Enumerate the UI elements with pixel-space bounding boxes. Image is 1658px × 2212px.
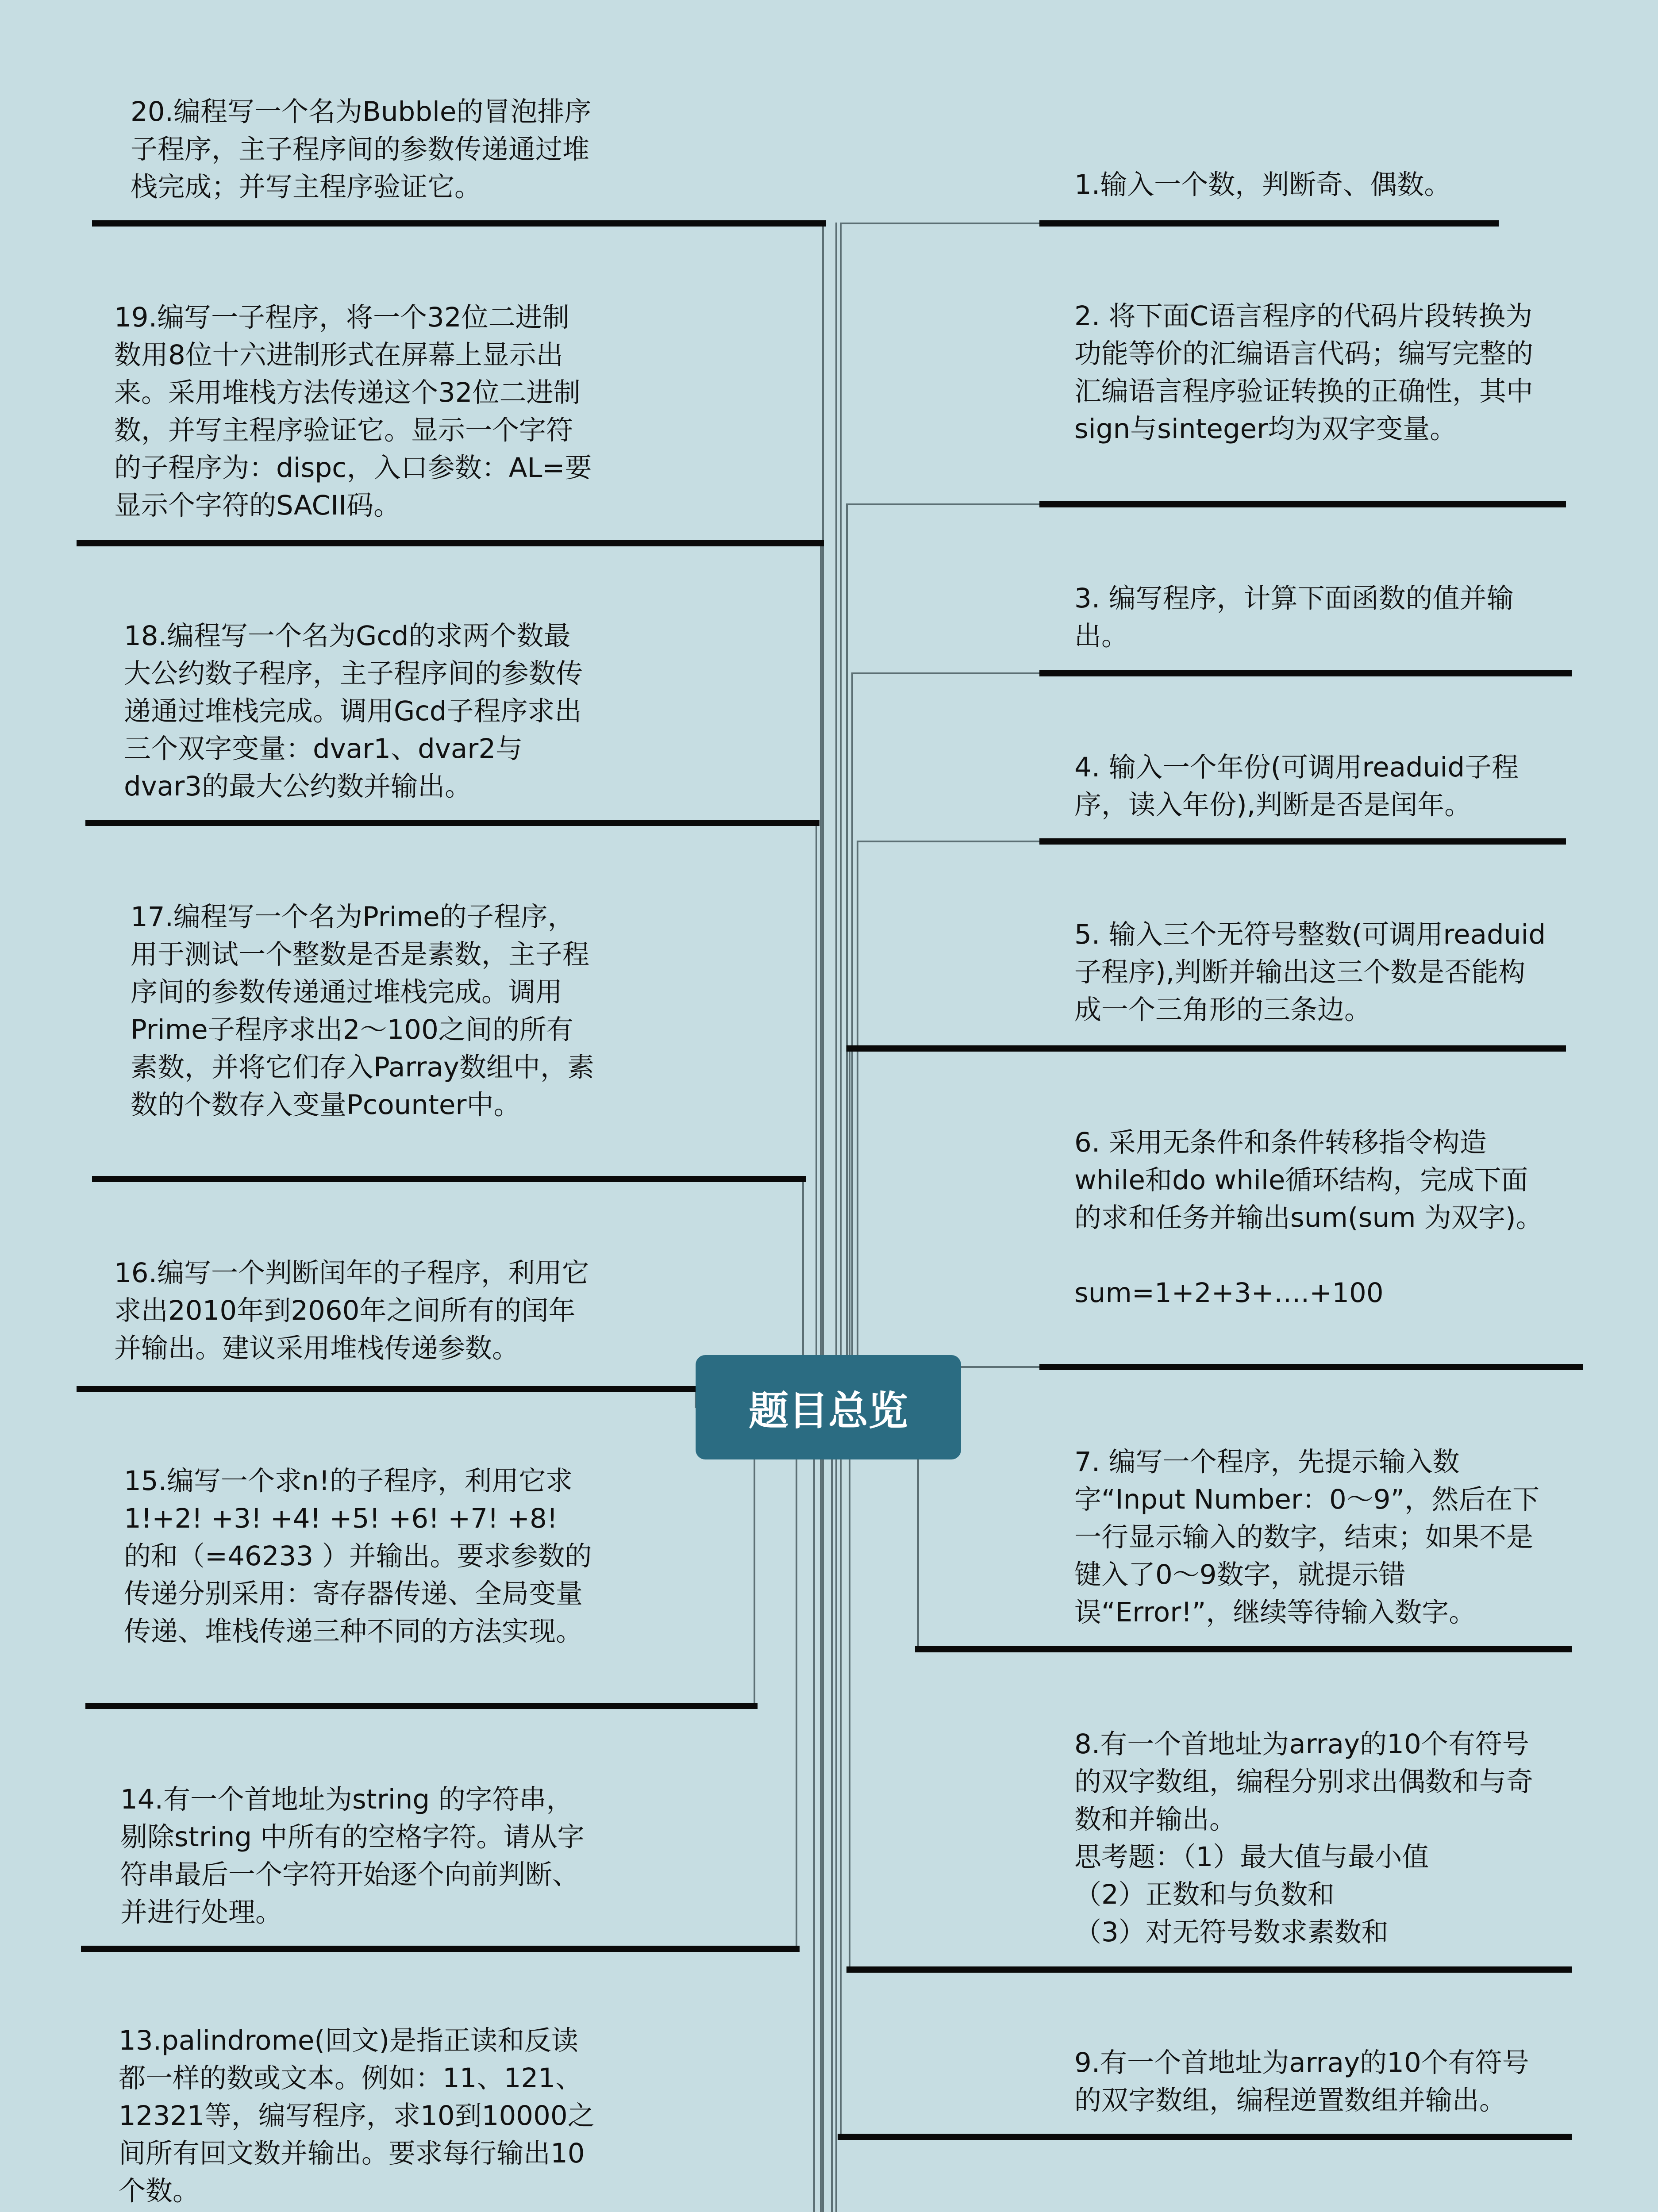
left-topic-7[interactable]: 14.有一个首地址为string 的字符串，剔除string 中所有的空格字符。请从字符串最后一个字符开始逐个向前判断、并进行处理。 <box>120 1784 585 1928</box>
left-topic-1[interactable]: 20.编程写一个名为Bubble的冒泡排序子程序，主子程序间的参数传递通过堆栈完成；并写主程序验证它。 <box>131 96 592 203</box>
left-topic-3[interactable]: 18.编程写一个名为Gcd的求两个数最大公约数子程序，主子程序间的参数传递通过堆栈完成。调用Gcd子程序求出三个双字变量：dvar1、dvar2与dvar3的最大公约数并输出。 <box>124 620 583 802</box>
left-topic-5[interactable]: 16.编写一个判断闰年的子程序，利用它求出2010年到2060年之间所有的闰年并输出。建议采用堆栈传递参数。 <box>114 1257 589 1364</box>
right-topic-8[interactable]: 8.有一个首地址为array的10个有符号的双字数组，编程分别求出偶数和与奇数和并输出。 思考题：（1）最大值与最小值 （2）正数和与负数和 （3）对无符号数求素数和 <box>1074 1728 1534 1948</box>
right-topic-7[interactable]: 7. 编写一个程序，先提示输入数字“Input Number：0～9”，然后在下一行显示输入的数字，结束；如果不是键入了0～9数字，就提示错误“Error!”，继续等待输入数字。 <box>1074 1446 1540 1628</box>
right-topic-6[interactable]: 6. 采用无条件和条件转移指令构造while和do while循环结构，完成下面的求和任务并输出sum(sum 为双字)。 sum=1+2+3+….+100 <box>1074 1127 1543 1309</box>
right-topic-1[interactable]: 1.输入一个数，判断奇、偶数。 <box>1074 169 1451 200</box>
central-topic[interactable]: 题目总览 <box>696 1355 961 1459</box>
right-topic-2[interactable]: 2. 将下面C语言程序的代码片段转换为功能等价的汇编语言代码；编写完整的汇编语言程序验证转换的正确性，其中sign与sinteger均为双字变量。 <box>1074 300 1534 445</box>
right-topic-4[interactable]: 4. 输入一个年份(可调用readuid子程序，读入年份),判断是否是闰年。 <box>1074 752 1519 821</box>
left-topic-6[interactable]: 15.编写一个求n!的子程序，利用它求1!+2! +3! +4! +5! +6! +7! +8! 的和（=46233 ）并输出。要求参数的传递分别采用：寄存器传递、全局变量传递、堆栈传递三种不同的方法实现。 <box>124 1465 592 1647</box>
right-topic-3[interactable]: 3. 编写程序，计算下面函数的值并输出。 <box>1074 583 1514 652</box>
left-topic-8[interactable]: 13.palindrome(回文)是指正读和反读都一样的数或文本。例如：11、121、12321等，编写程序，求10到10000之间所有回文数并输出。要求每行输出10个数。 <box>119 2025 595 2207</box>
left-topic-4[interactable]: 17.编程写一个名为Prime的子程序，用于测试一个整数是否是素数，主子程序间的参数传递通过堆栈完成。调用Prime子程序求出2～100之间的所有素数，并将它们存入Parray数组中，素数的个数存入变量Pcounter中。 <box>131 901 594 1121</box>
right-topic-9[interactable]: 9.有一个首地址为array的10个有符号的双字数组，编程逆置数组并输出。 <box>1074 2047 1529 2116</box>
left-topic-2[interactable]: 19.编写一子程序，将一个32位二进制数用8位十六进制形式在屏幕上显示出来。采用堆栈方法传递这个32位二进制数，并写主程序验证它。显示一个字符的子程序为：dispc，入口参数：AL=要显示个字符的SACII码。 <box>114 302 592 521</box>
right-topic-5[interactable]: 5. 输入三个无符号整数(可调用readuid子程序),判断并输出这三个数是否能构成一个三角形的三条边。 <box>1074 919 1546 1025</box>
